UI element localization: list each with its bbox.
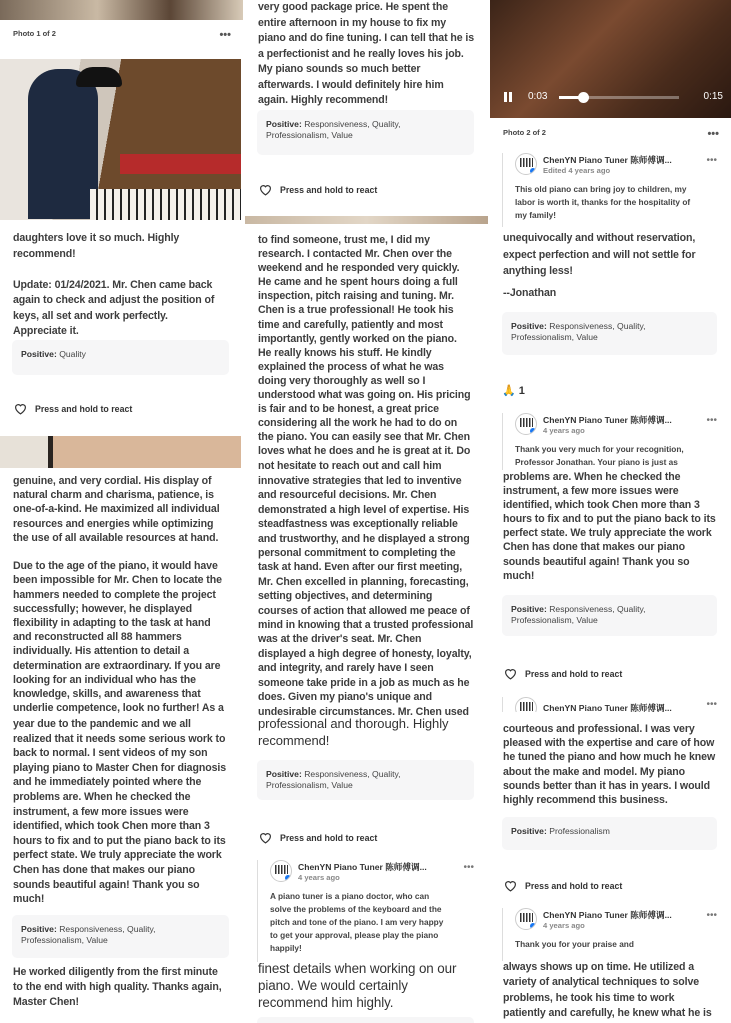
review-text: very good package price. He spent the entire afternoon in my house to fix my piano and do fine tuning. I can tell that he is a perfectionist and he really loves his job. My piano sounds so much better afterwards. I would definitely hire him again. Highly recommend!: [258, 1, 475, 106]
owner-reply: [257, 860, 478, 962]
photo-header: [503, 128, 719, 140]
review-column-1: [0, 0, 243, 1023]
reply-time: 4 years ago: [543, 920, 585, 930]
business-avatar: [515, 413, 537, 435]
business-avatar: [270, 860, 292, 882]
positive-values: Professionalism: [549, 826, 610, 836]
more-options-icon[interactable]: •••: [219, 29, 231, 41]
owner-reply: [502, 908, 721, 961]
positive-label: Positive:: [511, 826, 547, 836]
positive-label: Positive:: [511, 604, 547, 614]
business-name[interactable]: ChenYN Piano Tuner 陈师傅调...: [543, 703, 672, 712]
pray-icon: 🙏: [502, 385, 516, 397]
owner-reply: [502, 413, 721, 470]
review-text: He worked diligently from the first minute to the end with high quality. Thanks again, Master Chen!: [13, 966, 222, 1008]
positive-values: Responsiveness, Quality, Professionalism, Value: [511, 321, 646, 342]
person-figure: [28, 69, 98, 219]
piano-photo-strip: [0, 0, 243, 20]
reply-time: Edited 4 years ago: [543, 165, 611, 175]
photo-counter: Photo 2 of 2: [503, 128, 546, 137]
react-button[interactable]: [14, 403, 132, 415]
react-label: Press and hold to react: [525, 881, 623, 891]
positive-values: Quality: [59, 349, 86, 359]
business-name[interactable]: ChenYN Piano Tuner 陈师傅调...: [543, 909, 672, 920]
video-duration: 0:15: [703, 91, 723, 102]
positive-tags: [257, 760, 474, 800]
video-player[interactable]: [490, 0, 731, 118]
business-avatar: [515, 153, 537, 175]
positive-values: Responsiveness, Quality, Professionalism, Value: [266, 119, 401, 140]
react-label: Press and hold to react: [525, 669, 623, 679]
review-text: courteous and professional. I was very pleased with the expertise and care of how he tuned the piano and how much he knew about the make and model. My piano sounds better than it has in years. I would highly recommend this business.: [503, 723, 716, 807]
cap: [76, 67, 122, 87]
more-options-icon[interactable]: •••: [706, 155, 717, 166]
react-button[interactable]: [259, 832, 377, 844]
video-scrubber[interactable]: [559, 96, 679, 99]
positive-label: Positive:: [21, 349, 57, 359]
video-current-time: 0:03: [528, 91, 548, 102]
heart-icon: [504, 668, 517, 680]
business-name[interactable]: ChenYN Piano Tuner 陈师傅调...: [298, 861, 427, 872]
react-button[interactable]: [504, 880, 622, 892]
positive-label: Positive:: [511, 321, 547, 331]
positive-tags: [502, 595, 717, 636]
review-text: innovative strategies that led to inventive and resourceful decisions. Mr. Chen demonstrated a high level of expertise. His steadfastness was exceptionally reliable and trustworthy, and he displayed a strong personal commitment to completing the task at hand. Even after our first meeting, Mr. Chen excelled in planning, forecasting, setting objectives, and determining courses of action that allowed me peace of mind in knowing that a trusted professional was at the driver's seat. Mr. Chen displayed a high degree of honesty, loyalty, and integrity, and rarely have I seen someone take pride in a job as much as he does. Given my piano's unique and undesirable circumstances. Mr. Chen used: [258, 475, 474, 718]
positive-values: Responsiveness, Quality, Professionalism, Value: [266, 769, 401, 790]
react-button[interactable]: [504, 668, 622, 680]
pause-icon[interactable]: [504, 92, 507, 102]
owner-reply: [502, 153, 721, 227]
more-options-icon[interactable]: •••: [706, 415, 717, 426]
reaction-number: 1: [518, 385, 525, 397]
reply-time: 4 years ago: [298, 872, 340, 882]
reply-text: Thank you very much for your recognition, Professor Jonathan. Your piano is just as: [515, 444, 684, 467]
positive-tags: [257, 110, 474, 155]
positive-values: Responsiveness, Quality, Professionalism, Value: [511, 604, 646, 625]
verified-badge-icon: [529, 427, 537, 435]
review-text: daughters love it so much. Highly recommend! Update: 01/24/2021. Mr. Chen came back again to check and adjust the position of keys, all set and work perfectly. Appreciate it.: [13, 232, 215, 337]
positive-tags: [12, 340, 229, 375]
review-signature: --Jonathan: [503, 287, 557, 299]
review-text: year due to the pandemic and we all realized that it needs some serious work to back to normal. I sent videos of my son playing piano to Master Chen for diagnosis and he immediately pointed where the problems are. When he checked the instrument, a few more issues were identified, which took Chen more than 3 hours to fix and to put the piano back to its perfect state. We truly appreciate the work Chen has done that makes our piano sounds beautiful again! Thank you so much!: [13, 718, 226, 906]
positive-values: Responsiveness, Quality, Professionalism, Value: [21, 924, 156, 945]
react-label: Press and hold to react: [35, 404, 133, 414]
review-text: problems are. When he checked the instrument, a few more issues were identified, which took Chen more than 3 hours to fix and to put the piano back to its perfect state. We truly appreciate the work Chen has done that makes our piano sounds beautiful again! Thank you so much!: [503, 470, 725, 583]
photo-header: [13, 29, 231, 41]
react-label: Press and hold to react: [280, 833, 378, 843]
review-column-2: [245, 0, 488, 1023]
positive-tags: [502, 817, 717, 850]
photo-counter: Photo 1 of 2: [13, 29, 56, 38]
piano-keys: [90, 189, 241, 220]
piano-felt: [120, 154, 241, 174]
more-options-icon[interactable]: •••: [463, 862, 474, 873]
heart-icon: [14, 403, 27, 415]
reply-time: 4 years ago: [543, 425, 585, 435]
reply-text: Thank you for your praise and: [515, 939, 634, 949]
more-options-icon[interactable]: •••: [707, 128, 719, 140]
owner-reply: [502, 697, 721, 712]
more-options-icon[interactable]: •••: [706, 699, 717, 710]
review-text: unequivocally and without reservation, expect perfection and will not settle for anything less!: [503, 232, 696, 277]
positive-tags: [12, 915, 229, 958]
technician-photo[interactable]: [0, 59, 241, 220]
business-avatar: [515, 908, 537, 930]
react-label: Press and hold to react: [280, 185, 378, 195]
more-options-icon[interactable]: •••: [706, 910, 717, 921]
photo-strip: [0, 436, 241, 468]
review-text: to find someone, trust me, I did my research. I contacted Mr. Chen over the weekend and he responded very quickly. He came and he spent hours doing a full inspection, pitch raising and tuning. Mr. Chen is a true professional! He took his time and carefully, patiently and most importantly, gently worked on the piano. He really knows his stuff. He kindly explained the process of what he was doing very thoroughly as well so I understood what was going on. His pricing is fair and to be honest, a great price considering all the work he had to do on the piano. You can easily see that Mr. Chen loves what he does and he is great at it. Do not hesitate to reach out and call him: [258, 234, 471, 472]
review-text: genuine, and very cordial. His display of natural charm and charisma, patience, is one-of-a-kind. He maximized all individual resources and energies while optimizing the use of all available resources at hand. Due to the age of the piano, it would have been impossible for Mr. Chen to locate the hammers needed to complete the project successfully; however, he displayed flexibility in adapting to the task at hand and reconstructed all 88 hammers individually. His attention to detail a determination are extraordinary. If you are looking for an individual who has the knowledge, skills, and awareness that underlie competence, look no further! As a: [13, 475, 224, 715]
positive-label: Positive:: [266, 769, 302, 779]
heart-icon: [504, 880, 517, 892]
positive-label: Positive:: [266, 119, 302, 129]
heart-icon: [259, 184, 272, 196]
heart-icon: [259, 832, 272, 844]
verified-badge-icon: [529, 167, 537, 175]
business-avatar: [515, 697, 537, 712]
review-column-3: [490, 0, 731, 1023]
review-text: finest details when working on our piano. We would certainly recommend him highly.: [258, 961, 457, 1010]
verified-badge-icon: [284, 874, 292, 882]
positive-label: Positive:: [21, 924, 57, 934]
reply-text: A piano tuner is a piano doctor, who can solve the problems of the keyboard and the pitch and tone of the piano. I am very happy to get your approval, please play the piano happily!: [270, 891, 444, 953]
reply-text: This old piano can bring joy to children, my labor is worth it, thanks for the hospitality of my family!: [515, 184, 691, 220]
positive-tags: [257, 1017, 474, 1023]
photo-strip: [245, 216, 488, 224]
positive-tags: [502, 312, 717, 355]
business-name[interactable]: ChenYN Piano Tuner 陈师傅调...: [543, 154, 672, 165]
review-text: professional and thorough. Highly recommend!: [258, 716, 449, 748]
verified-badge-icon: [529, 922, 537, 930]
business-name[interactable]: ChenYN Piano Tuner 陈师傅调...: [543, 414, 672, 425]
reaction-count[interactable]: [502, 384, 525, 397]
review-text: always shows up on time. He utilized a variety of analytical techniques to solve problems, he took his time to work patiently and carefully, he knew what he is: [503, 961, 712, 1019]
react-button[interactable]: [259, 184, 377, 196]
